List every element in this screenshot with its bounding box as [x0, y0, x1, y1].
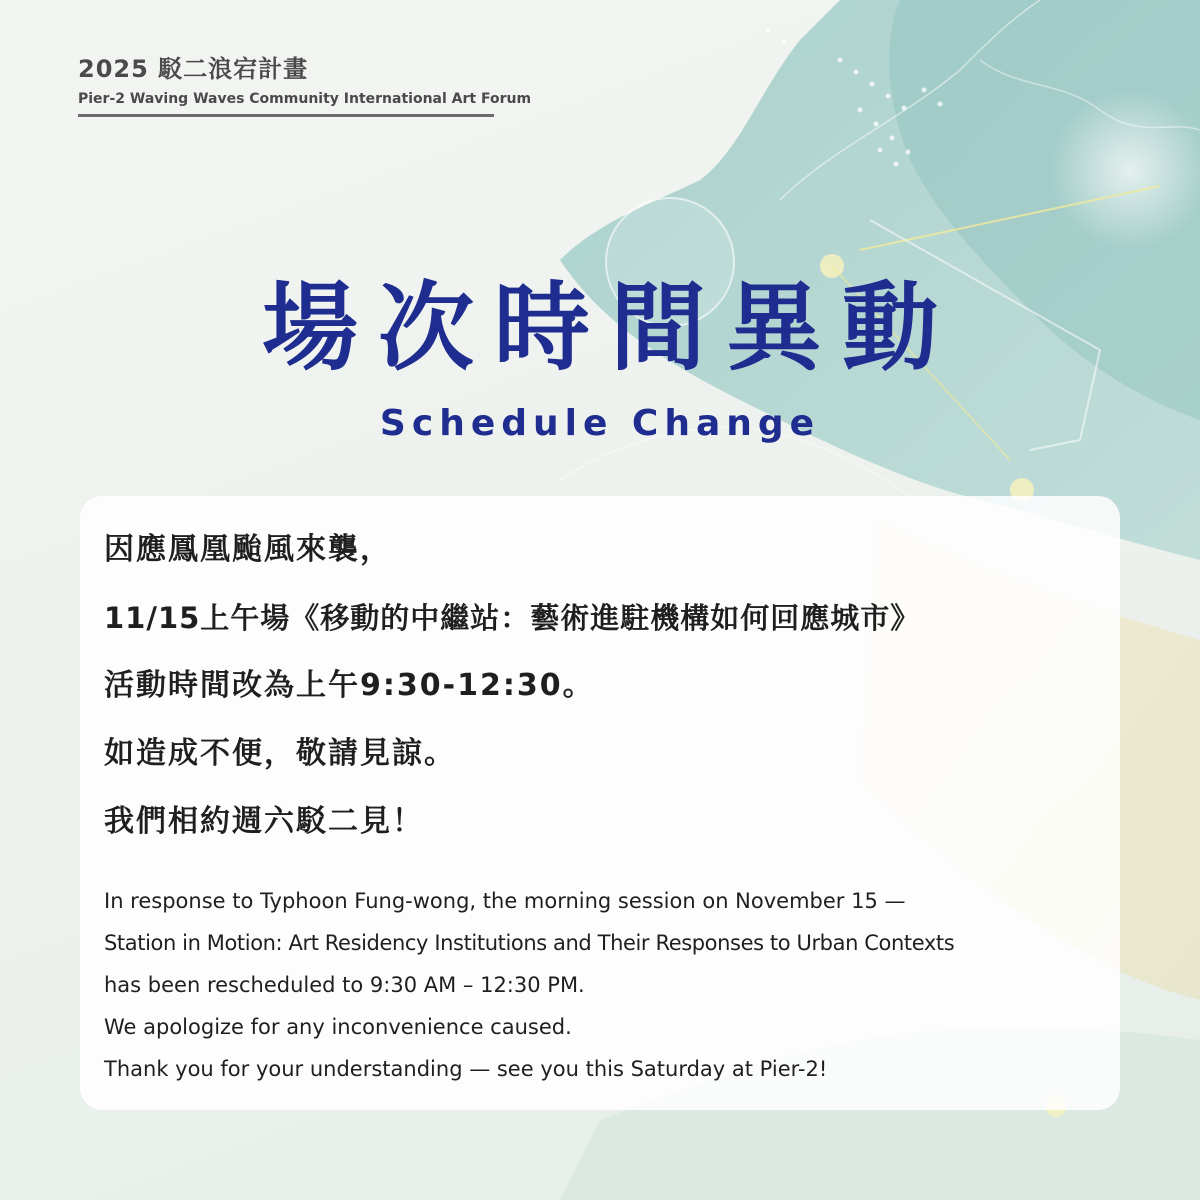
notice-en-line: has been rescheduled to 9:30 AM – 12:30 PM.	[104, 973, 585, 997]
notice-en-block	[104, 880, 1096, 1090]
notice-en-line: Station in Motion: Art Residency Institutions and Their Responses to Urban Contexts	[104, 931, 955, 955]
forum-subtitle: Pier-2 Waving Waves Community International Art Forum	[78, 91, 532, 107]
notice-zh-line: 活動時間改為上午9:30-12:30。	[104, 668, 595, 703]
forum-title: 2025 駁二浪宕計畫	[78, 55, 309, 83]
header-underline	[78, 114, 494, 117]
notice-zh-line: 因應鳳凰颱風來襲，	[104, 532, 392, 567]
notice-en-line: We apologize for any inconvenience caused.	[104, 1015, 572, 1039]
notice-zh-line: 11/15上午場《移動的中繼站：藝術進駐機構如何回應城市》	[104, 601, 921, 635]
notice-zh-line: 如造成不便，敬請見諒。	[104, 736, 456, 771]
page-title-zh: 場次時間異動	[262, 272, 958, 384]
page-title-en: Schedule Change	[379, 403, 821, 444]
notice-card	[80, 496, 1120, 1110]
notice-en-line: In response to Typhoon Fung-wong, the morning session on November 15 —	[104, 889, 906, 913]
notice-en-line: Thank you for your understanding — see you this Saturday at Pier-2!	[104, 1057, 828, 1081]
forum-header	[78, 52, 531, 117]
notice-zh-line: 我們相約週六駁二見！	[104, 804, 424, 839]
